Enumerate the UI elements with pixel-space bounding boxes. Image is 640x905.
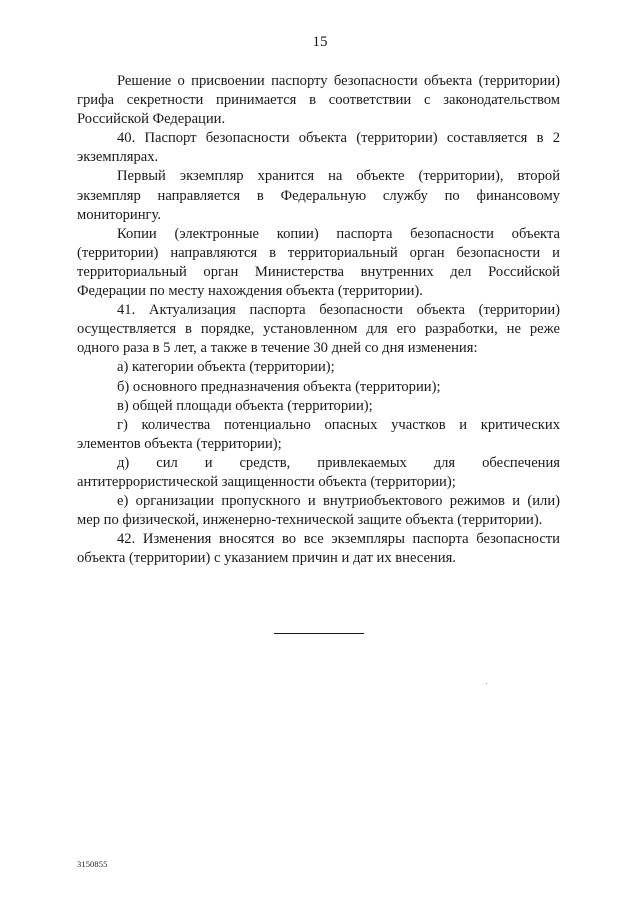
list-item-d: д) сил и средств, привлекаемых для обеспечения антитеррористической защищенности объекта (территории);	[77, 454, 560, 490]
paragraph-electronic-copies: Копии (электронные копии) паспорта безопасности объекта (территории) направляются в территориальный орган безопасности и территориальный орган Министерства внутренних дел Российской Федерации по месту нахождения объекта (территории).	[77, 225, 560, 300]
list-item-b: б) основного предназначения объекта (территории);	[117, 378, 441, 395]
paragraph-item-41: 41. Актуализация паспорта безопасности объекта (территории) осуществляется в порядке, установленном для его разработки, не реже одного раза в 5 лет, а также в течение 30 дней со дня изменения:	[77, 302, 560, 357]
paragraph-item-42: 42. Изменения вносятся во все экземпляры паспорта безопасности объекта (территории) с указанием причин и дат их внесения.	[77, 531, 560, 567]
end-separator-line	[274, 633, 364, 634]
list-item-v: в) общей площади объекта (территории);	[117, 397, 373, 414]
paragraph-item-40: 40. Паспорт безопасности объекта (территории) составляется в 2 экземплярах.	[77, 130, 560, 166]
scan-speck	[486, 683, 487, 684]
document-body	[77, 72, 560, 568]
footer-document-code: 3150855	[77, 859, 108, 869]
list-item-a: а) категории объекта (территории);	[117, 359, 335, 376]
list-item-g: г) количества потенциально опасных участков и критических элементов объекта (территории);	[77, 416, 560, 452]
page-number: 15	[312, 34, 328, 50]
list-item-e: е) организации пропускного и внутриобъектового режимов и (или) мер по физической, инженерно-технической защите объекта (территории).	[77, 493, 560, 529]
paragraph-secrecy-classification: Решение о присвоении паспорту безопасности объекта (территории) грифа секретности принимается в соответствии с законодательством Российской Федерации.	[77, 73, 560, 128]
paragraph-copies-storage: Первый экземпляр хранится на объекте (территории), второй экземпляр направляется в Федеральную службу по финансовому мониторингу.	[77, 168, 560, 223]
